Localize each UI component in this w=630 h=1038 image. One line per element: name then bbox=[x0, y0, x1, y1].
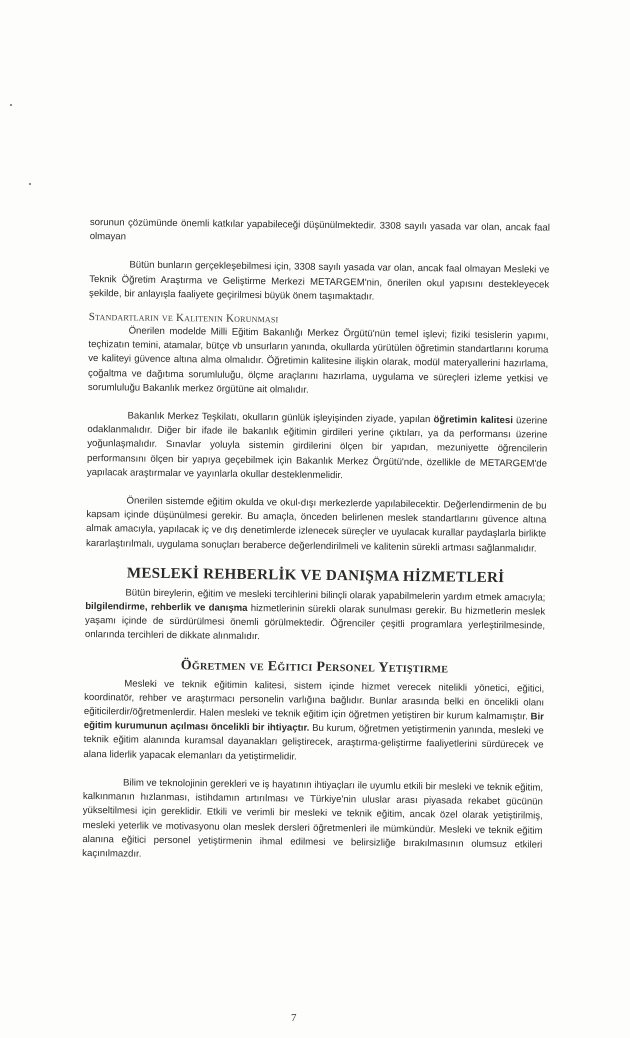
section-heading-teacher-training: Öğretmen ve Eğitici Personel Yetiştirme bbox=[180, 657, 449, 677]
guidance-paragraph-1 bbox=[85, 586, 546, 648]
intro-paragraph-1: sorunun çözümünde önemli katkılar yapabileceği düşünülmektedir. 3308 sayılı yasada var olan, ancak faal olmayan bbox=[89, 216, 550, 243]
emphasis-text: Bir eğitim kurumunun açılması öncelikli bir ihtiyaçtır. bbox=[83, 711, 544, 734]
section-heading-standards: Standartların ve Kalitenin Korunması bbox=[88, 311, 279, 326]
standards-paragraph-2 bbox=[87, 409, 548, 486]
section-heading-guidance: MESLEKİ REHBERLİK VE DANIŞMA HİZMETLERİ bbox=[126, 565, 505, 586]
page-number: 7 bbox=[291, 1012, 297, 1024]
text-run: Bütün bireylerin, eğitim ve mesleki tercihlerini bilinçli olarak yapabilmelerin yardım etmek amacıyla; bbox=[125, 587, 546, 604]
text-run: hizmetlerinin sürekli olarak sunulması gerekir. Bu hizmetlerin meslek yaşamı içinde de sürdürülmesi önemli görülmektedir. Öğrenciler çeşitli programlara yerleştirilmesinde, onlarında tercihleri de dikkate alınmalıdır. bbox=[84, 603, 546, 643]
teacher-paragraph-2: Bilim ve teknolojinin gerekleri ve iş hayatının ihtiyaçları ile uyumlu etkili bir mesleki ve teknik eğitim, kalkınmanın hızlanması, istihdamın artırılması ve Türkiye'nin uluslar arası piyasada rekabet gücünün yükseltilmesi için gereklidir. Etkili ve verimli bir mesleki ve teknik eğitim, ancak özel olarak yetiştirilmiş, mesleki yeterlik ve motivasyonu olan meslek dersleri öğretmenleri ile mümkündür. Mesleki ve teknik eğitim alanına eğitici personel yetiştirmenin ihmal edilmesi ve belirsizliğe bırakılmasının olumsuz etkileri kaçınılmazdır. bbox=[82, 777, 544, 860]
intro-paragraph-2: Bütün bunların gerçekleşebilmesi için, 3308 sayılı yasada var olan, ancak faal olmayan Mesleki ve Teknik Öğretim Araştırma ve Geliştirme Merkezi METARGEM'nin, önerilen okul yapısını destekleyecek şekilde, bir anlayışla faaliyete geçirilmesi büyük önem taşımaktadır. bbox=[88, 259, 550, 303]
text-run: üzerine odaklanmalıdır. Diğer bir ifade ile bakanlık eğitimin girdileri yerine çıktıları, ya da performansı üzerine yoğunlaşmalıdır. Sınavlar yoluyla sistemin girdilerini ölçen bir yapıdan, mezuniyette öğrencilerin performansını ölçen bir yapıya geçebilmek için Bakanlık Merkez Örgütü'nde, özellikle de METARGEM'de yapılacak araştırmalar ve yayınlarla okullar desteklenmelidir. bbox=[86, 415, 548, 481]
emphasis-text: bilgilendirme, rehberlik ve danışma bbox=[85, 601, 248, 615]
text-run: Bakanlık Merkez Teşkilatı, okulların günlük işleyişinden ziyade, yapılan bbox=[127, 410, 434, 426]
scan-speck bbox=[29, 183, 31, 185]
emphasis-text: öğretimin kalitesi bbox=[433, 414, 513, 427]
page-content bbox=[82, 216, 550, 867]
scan-speck bbox=[10, 104, 12, 106]
text-run: Mesleki ve teknik eğitimin kalitesi, sistem içinde hizmet verecek nitelikli yönetici, eğitici, koordinatör, rehber ve araştırmacı personelin varlığına bağlıdır. Bunlar arasında belki en öncelikli olanı eğiticilerdir/öğretmenlerdir. Halen mesleki ve teknik eğitim için öğretmen yetiştiren bir kurum kalmamıştır. bbox=[83, 678, 545, 723]
text-run: Bu kurum, öğretmen yetiştirmenin yanında, mesleki ve teknik eğitim alanında kuramsal dayanakları geliştirecek, araştırma-geliştirme faaliyetlerini sürdürecek ve alana liderlik yapacak elemanları da yetiştirmelidir. bbox=[83, 722, 544, 763]
teacher-paragraph-1 bbox=[83, 677, 544, 768]
standards-paragraph-3: Önerilen sistemde eğitim okulda ve okul-dışı merkezlerde yapılabilecektir. Değerlendirmenin de bu kapsam içinde düşünülmesi gerekir. Bu amaçla, önceden belirlenen meslek standartlarını güvence altına almak amacıyla, yapılacak iç ve dış denetimlerde izlenecek süreçler ve uyulacak kurallar paydaşlarla birlikte kararlaştırılmalı, uygulama sonuçları beraberce değerlendirilmeli ve kalitenin sürekli artması sağlanmalıdır. bbox=[85, 495, 547, 555]
standards-paragraph-1: Önerilen modelde Milli Eğitim Bakanlığı Merkez Örgütü'nün temel işlevi; fiziki tesislerin yapımı, teçhizatın temini, atamalar, bütçe vb unsurların yanında, okullarda yürütülen öğretimin standartlarını koruma ve kaliteyi güvence altına alma olmalıdır. Öğretimin kalitesine ilişkin olarak, modül materyallerini hazırlama, çoğaltma ve dağıtıma sorumluluğu, ölçme araçlarını hazırlama, uygulama ve süreçleri izleme yetkisi ve sorumluluğu Bakanlık merkez örgütüne ait olmalıdır. bbox=[87, 325, 549, 396]
